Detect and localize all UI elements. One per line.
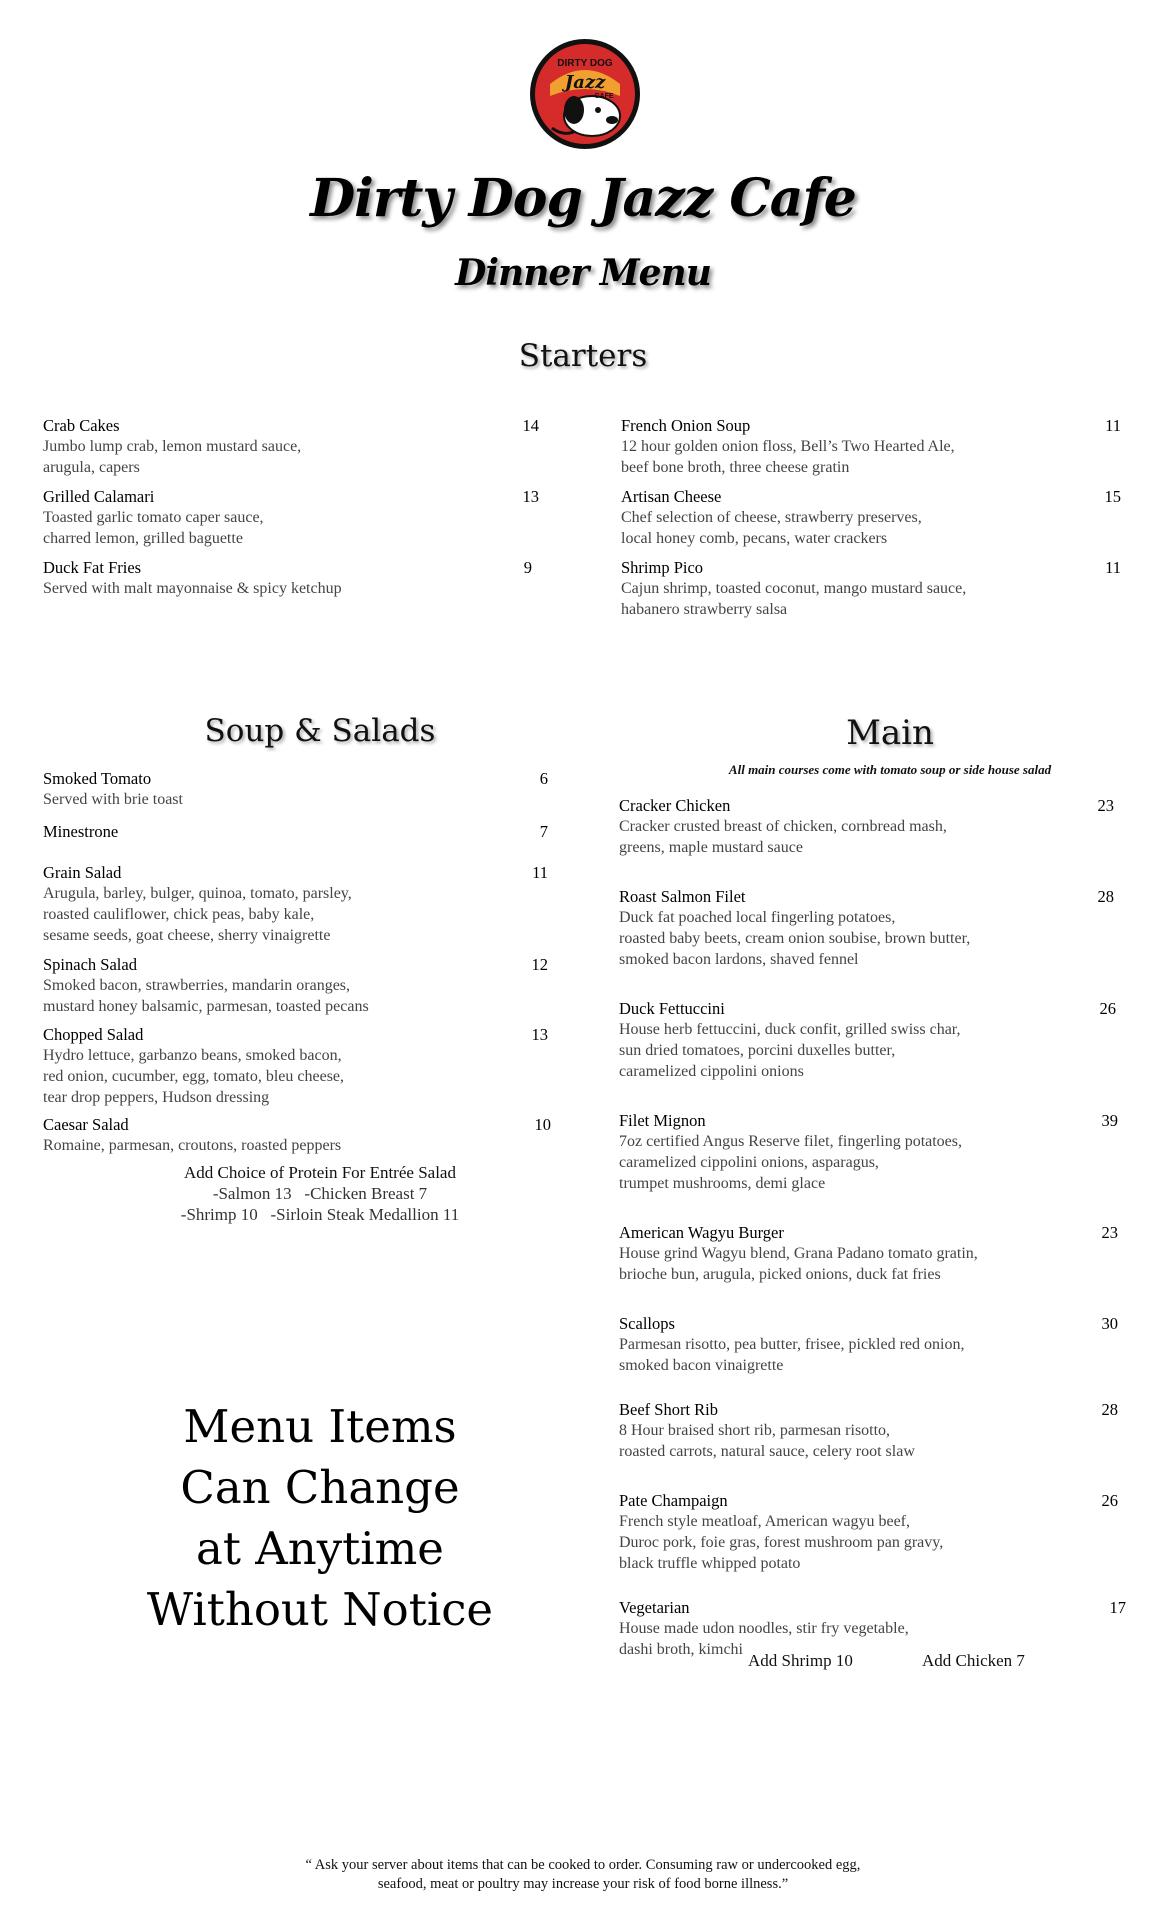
menu-item (619, 1222, 1119, 1285)
item-price: 11 (532, 863, 548, 882)
menu-item (621, 486, 1121, 549)
protein-options-line: -Shrimp 10 -Sirloin Steak Medallion 11 (180, 1205, 460, 1224)
item-price: 7 (539, 822, 548, 841)
menu-item (619, 1110, 1119, 1194)
item-name: Shrimp Pico (621, 558, 704, 577)
item-name: Cracker Chicken (619, 796, 731, 815)
item-description: House grind Wagyu blend, Grana Padano tomato gratin, brioche bun, arugula, picked onions, duck fat fries (619, 1245, 978, 1283)
item-description: Cracker crusted breast of chicken, cornbread mash, greens, maple mustard sauce (619, 818, 947, 856)
item-description: Parmesan risotto, pea butter, frisee, pickled red onion, smoked bacon vinaigrette (619, 1336, 965, 1374)
logo-text-mid: Jazz (564, 72, 606, 93)
item-description: House made udon noodles, stir fry vegetable, dashi broth, kimchi (619, 1620, 909, 1658)
menu-item (43, 768, 548, 810)
item-price: 14 (522, 416, 539, 435)
item-name: Duck Fat Fries (43, 558, 142, 577)
food-safety-disclaimer: “ Ask your server about items that can be cooked to order. Consuming raw or undercooked egg, seafood, meat or poultry may increase your risk of food borne illness.” (305, 1857, 861, 1892)
soups-heading: Soup & Salads (204, 713, 436, 749)
item-description: 7oz certified Angus Reserve filet, fingerling potatoes, caramelized cippolini onions, asparagus, trumpet mushrooms, demi glace (619, 1133, 963, 1192)
item-description: Served with malt mayonnaise & spicy ketchup (43, 580, 342, 597)
item-price: 13 (522, 487, 539, 506)
item-description: Chef selection of cheese, strawberry preserves, local honey comb, pecans, water crackers (621, 509, 922, 547)
item-name: Spinach Salad (43, 955, 137, 974)
menu-item (619, 1313, 1119, 1376)
menu-item (619, 998, 1119, 1082)
item-name: Filet Mignon (619, 1111, 706, 1130)
item-price: 17 (1109, 1598, 1126, 1617)
item-name: Duck Fettuccini (619, 999, 725, 1018)
item-name: French Onion Soup (621, 416, 751, 435)
item-price: 11 (1105, 558, 1121, 577)
menu-item (619, 886, 1119, 970)
starters-heading: Starters (518, 338, 648, 374)
item-description: 8 Hour braised short rib, parmesan risotto, roasted carrots, natural sauce, celery root slaw (619, 1422, 915, 1460)
item-description: 12 hour golden onion floss, Bell’s Two Hearted Ale, beef bone broth, three cheese gratin (621, 438, 955, 476)
menu-item (43, 1114, 551, 1156)
menu-item (43, 954, 548, 1017)
item-description: Cajun shrimp, toasted coconut, mango mustard sauce, habanero strawberry salsa (621, 580, 967, 618)
notice-line: at Anytime (196, 1522, 444, 1575)
item-name: Beef Short Rib (619, 1400, 718, 1419)
item-price: 23 (1097, 796, 1114, 815)
item-description: Hydro lettuce, garbanzo beans, smoked bacon, red onion, cucumber, egg, tomato, bleu cheese, tear drop peppers, Hudson dressing (43, 1047, 345, 1106)
item-description: Romaine, parmesan, croutons, roasted peppers (43, 1137, 342, 1154)
addon-shrimp: Add Shrimp 10 (748, 1651, 853, 1670)
item-name: Artisan Cheese (621, 487, 722, 506)
item-price: 10 (534, 1115, 551, 1134)
item-price: 28 (1097, 887, 1114, 906)
dog-logo-icon (522, 36, 648, 152)
item-name: Minestrone (43, 822, 119, 841)
item-price: 12 (531, 955, 548, 974)
menu-item (43, 821, 548, 842)
item-name: Grain Salad (43, 863, 122, 882)
item-price: 30 (1101, 1314, 1118, 1333)
page-subtitle: Dinner Menu (455, 252, 711, 294)
item-price: 11 (1105, 416, 1121, 435)
item-description: Toasted garlic tomato caper sauce, charred lemon, grilled baguette (43, 509, 264, 547)
menu-item (43, 557, 543, 599)
menu-item (619, 1399, 1119, 1462)
menu-change-notice (100, 1396, 540, 1640)
item-price: 23 (1101, 1223, 1118, 1242)
notice-line: Without Notice (146, 1583, 494, 1636)
item-description: Duck fat poached local fingerling potatoes, roasted baby beets, cream onion soubise, brown butter, smoked bacon lardons, shaved fennel (619, 909, 971, 968)
menu-item (43, 1024, 548, 1108)
item-price: 28 (1101, 1400, 1118, 1419)
item-description: Smoked bacon, strawberries, mandarin oranges, mustard honey balsamic, parmesan, toasted pecans (43, 977, 369, 1015)
menu-item (621, 415, 1121, 478)
protein-title: Add Choice of Protein For Entrée Salad (184, 1163, 456, 1182)
menu-item (43, 862, 548, 946)
menu-item (621, 557, 1121, 620)
menu-item (43, 486, 543, 549)
item-price: 15 (1104, 487, 1121, 506)
menu-item (619, 1597, 1129, 1660)
item-description: House herb fettuccini, duck confit, grilled swiss char, sun dried tomatoes, porcini duxelles butter, caramelized cippolini onions (619, 1021, 961, 1080)
item-price: 13 (531, 1025, 548, 1044)
item-name: Chopped Salad (43, 1025, 144, 1044)
item-description: Jumbo lump crab, lemon mustard sauce, arugula, capers (43, 438, 302, 476)
protein-options-line: -Salmon 13 -Chicken Breast 7 (212, 1184, 428, 1203)
protein-addons (120, 1162, 520, 1225)
item-name: American Wagyu Burger (619, 1223, 784, 1242)
logo-text-top: DIRTY DOG (557, 58, 613, 69)
item-price: 6 (539, 769, 548, 788)
item-name: Pate Champaign (619, 1491, 728, 1510)
page-title: Dirty Dog Jazz Cafe (310, 168, 856, 229)
item-description: French style meatloaf, American wagyu beef, Duroc pork, foie gras, forest mushroom pan gravy, black truffle whipped potato (619, 1513, 944, 1572)
menu-item (619, 1490, 1119, 1574)
item-name: Crab Cakes (43, 416, 120, 435)
addon-chicken: Add Chicken 7 (922, 1651, 1025, 1670)
main-heading: Main (846, 713, 934, 753)
item-price: 26 (1101, 1491, 1118, 1510)
item-name: Caesar Salad (43, 1115, 129, 1134)
item-price: 26 (1099, 999, 1116, 1018)
menu-item (43, 415, 543, 478)
main-note: All main courses come with tomato soup or side house salad (728, 762, 1052, 777)
notice-line: Can Change (180, 1461, 460, 1514)
logo-text-bottom: CAFE (594, 93, 614, 100)
item-name: Smoked Tomato (43, 769, 152, 788)
item-name: Scallops (619, 1314, 675, 1333)
item-name: Grilled Calamari (43, 487, 155, 506)
item-description: Arugula, barley, bulger, quinoa, tomato, parsley, roasted cauliflower, chick peas, baby kale, sesame seeds, goat cheese, sherry vinaigrette (43, 885, 352, 944)
item-name: Vegetarian (619, 1598, 690, 1617)
item-name: Roast Salmon Filet (619, 887, 746, 906)
item-description: Served with brie toast (43, 791, 183, 808)
menu-item (619, 795, 1119, 858)
notice-line: Menu Items (183, 1400, 457, 1453)
item-price: 39 (1101, 1111, 1118, 1130)
item-price: 9 (523, 558, 532, 577)
